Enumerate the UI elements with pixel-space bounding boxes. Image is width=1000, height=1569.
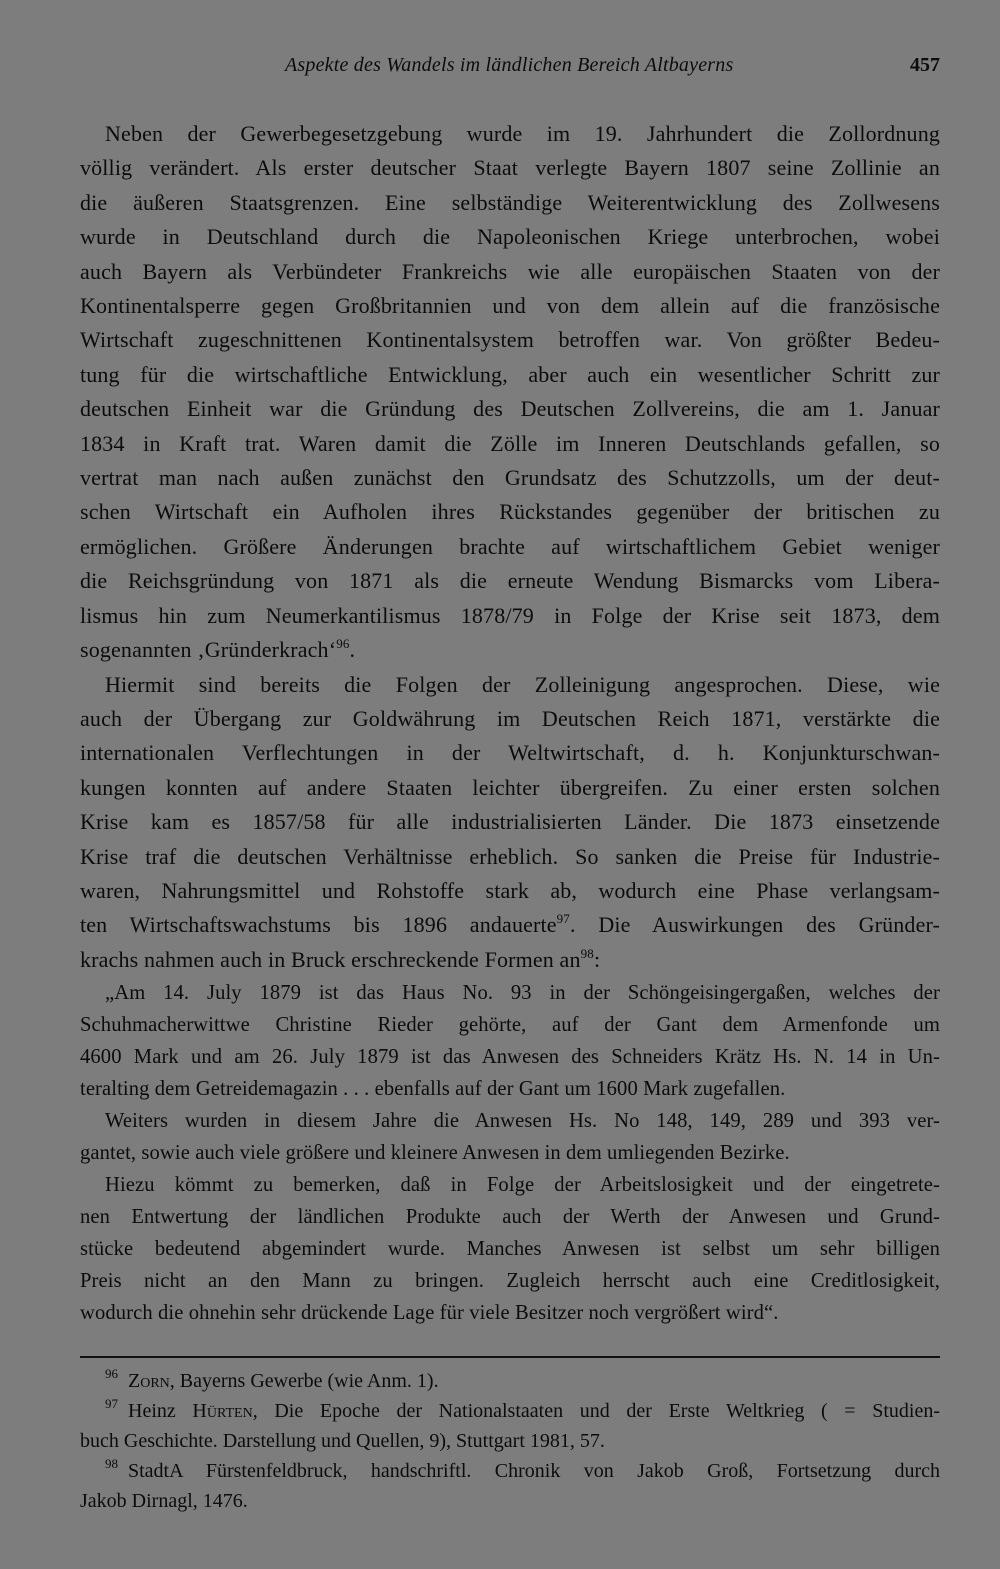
- text-line: vertrat man nach außen zunächst den Grundsatz des Schutzzolls, um der deut-: [80, 465, 940, 491]
- text-line: Jakob Dirnagl, 1476.: [80, 1490, 248, 1512]
- text-line: 1834 in Kraft trat. Waren damit die Zölle im Inneren Deutschlands gefallen, so: [80, 430, 940, 456]
- text-line: [80, 943, 940, 977]
- text-fragment: StadtA Fürstenfeldbruck, handschriftl. Chronik von Jakob Groß, Fortsetzung durch: [128, 1460, 940, 1482]
- text-line: Krise kam es 1857/58 für alle industrialisierten Länder. Die 1873 einsetzende: [80, 809, 940, 835]
- text-line: Hiezu kömmt zu bemerken, daß in Folge der Arbeitslosigkeit und der eingetrete-: [105, 1174, 940, 1197]
- footnote-ref-97[interactable]: 97: [556, 911, 570, 927]
- text-line: Neben der Gewerbegesetzgebung wurde im 19. Jahrhundert die Zollordnung: [105, 121, 940, 146]
- text-line: 4600 Mark und am 26. July 1879 ist das Anwesen des Schneiders Krätz Hs. N. 14 in Un-: [80, 1046, 940, 1069]
- text-line: deutschen Einheit war die Gründung des Deutschen Zollvereins, die am 1. Januar: [80, 396, 940, 422]
- footnote-divider: [80, 1356, 940, 1358]
- text-line: waren, Nahrungsmittel und Rohstoffe stark ab, wodurch eine Phase verlangsam-: [80, 877, 940, 903]
- text-line: tung für die wirtschaftliche Entwicklung, aber auch ein wesentlicher Schritt zur: [80, 361, 940, 387]
- text-line: internationalen Verflechtungen in der Weltwirtschaft, d. h. Konjunkturschwan-: [80, 740, 940, 766]
- text-line: Krise traf die deutschen Verhältnisse erheblich. So sanken die Preise für Industrie-: [80, 843, 940, 869]
- text-line: Preis nicht an den Mann zu bringen. Zugleich herrscht auch eine Creditlosigkeit,: [80, 1270, 940, 1293]
- text-line: teralting dem Getreidemagazin . . . ebenfalls auf der Gant um 1600 Mark zugefallen.: [80, 1078, 786, 1101]
- footnote-97: [80, 1396, 940, 1456]
- footnote-ref-98[interactable]: 98: [580, 945, 594, 961]
- text-fragment: ten Wirtschaftswachstums bis 1896 andauerte: [80, 912, 557, 938]
- footnote-author: Hürten: [192, 1400, 253, 1422]
- text-fragment: krachs nahmen auch in Bruck erschreckende Formen an: [80, 946, 581, 972]
- text-fragment: sogenannten ‚Gründerkrach‘: [80, 637, 337, 663]
- text-line: die Reichsgründung von 1871 als die erneute Wendung Bismarcks vom Libera-: [80, 568, 940, 594]
- document-page: [80, 0, 940, 1569]
- text-line: wodurch die ohnehin sehr drückende Lage für viele Besitzer noch vergrößert wird“.: [80, 1302, 779, 1325]
- text-line: [80, 633, 940, 667]
- text-fragment: . Die Auswirkungen des Gründer-: [569, 912, 940, 938]
- page-header: [80, 54, 940, 84]
- text-line: auch Bayern als Verbündeter Frankreichs wie alle europäischen Staaten von der: [80, 258, 940, 284]
- footnote-96: [80, 1366, 940, 1396]
- text-line: gantet, sowie auch viele größere und kleinere Anwesen in dem umliegenden Bezirke.: [80, 1142, 790, 1165]
- quote-paragraph-1: [80, 977, 940, 1105]
- text-line: nen Entwertung der ländlichen Produkte auch der Werth der Anwesen und Grund-: [80, 1206, 940, 1229]
- quote-paragraph-2: [80, 1105, 940, 1169]
- text-line: [80, 908, 940, 942]
- text-line: auch der Übergang zur Goldwährung im Deutschen Reich 1871, verstärkte die: [80, 705, 940, 731]
- main-text: [80, 117, 940, 1329]
- footnote-author: Zorn: [128, 1370, 170, 1392]
- footnote-mark: 98: [105, 1456, 118, 1471]
- text-fragment: .: [349, 637, 356, 663]
- quote-paragraph-3: [80, 1169, 940, 1329]
- text-line: lismus hin zum Neumerkantilismus 1878/79 in Folge der Krise seit 1873, dem: [80, 602, 940, 628]
- text-line: „Am 14. July 1879 ist das Haus No. 93 in der Schöngeisingergaßen, welches der: [105, 982, 940, 1005]
- text-line: buch Geschichte. Darstellung und Quellen, 9), Stuttgart 1981, 57.: [80, 1430, 605, 1452]
- text-line: [80, 1456, 940, 1486]
- footnote-mark: 96: [105, 1366, 118, 1381]
- text-fragment: Heinz: [128, 1400, 193, 1422]
- text-line: ermöglichen. Größere Änderungen brachte auf wirtschaftlichem Gebiet weniger: [80, 533, 940, 559]
- paragraph-2: [80, 668, 940, 978]
- text-line: stücke bedeutend abgemindert wurde. Manches Anwesen ist selbst um sehr billigen: [80, 1238, 940, 1261]
- footnotes: [80, 1366, 940, 1516]
- text-line: Kontinentalsperre gegen Großbritannien und von dem allein auf die französische: [80, 293, 940, 319]
- text-line: völlig verändert. Als erster deutscher Staat verlegte Bayern 1807 seine Zollinie an: [80, 155, 940, 181]
- paragraph-1: [80, 117, 940, 668]
- text-line: [80, 1366, 940, 1396]
- text-line: [80, 1396, 940, 1426]
- running-title: Aspekte des Wandels im ländlichen Bereich Altbayerns: [285, 54, 734, 76]
- text-line: Schuhmacherwittwe Christine Rieder gehörte, auf der Gant dem Armenfonde um: [80, 1014, 940, 1037]
- text-fragment: , Die Epoche der Nationalstaaten und der Erste Weltkrieg ( = Studien-: [252, 1400, 940, 1422]
- footnote-98: [80, 1456, 940, 1516]
- footnote-mark: 97: [105, 1396, 118, 1411]
- text-fragment: , Bayerns Gewerbe (wie Anm. 1).: [169, 1370, 439, 1392]
- text-line: wurde in Deutschland durch die Napoleonischen Kriege unterbrochen, wobei: [80, 224, 940, 250]
- text-line: kungen konnten auf andere Staaten leichter übergreifen. Zu einer ersten solchen: [80, 774, 940, 800]
- text-line: Wirtschaft zugeschnittenen Kontinentalsystem betroffen war. Von größter Bedeu-: [80, 327, 940, 353]
- text-line: schen Wirtschaft ein Aufholen ihres Rückstandes gegenüber der britischen zu: [80, 499, 940, 525]
- text-line: Hiermit sind bereits die Folgen der Zolleinigung angesprochen. Diese, wie: [105, 671, 940, 697]
- text-fragment: :: [593, 946, 601, 972]
- text-line: Weiters wurden in diesem Jahre die Anwesen Hs. No 148, 149, 289 und 393 ver-: [105, 1110, 940, 1133]
- page-number: 457: [910, 54, 940, 76]
- text-line: die äußeren Staatsgrenzen. Eine selbständige Weiterentwicklung des Zollwesens: [80, 189, 940, 215]
- footnote-ref-96[interactable]: 96: [336, 636, 350, 652]
